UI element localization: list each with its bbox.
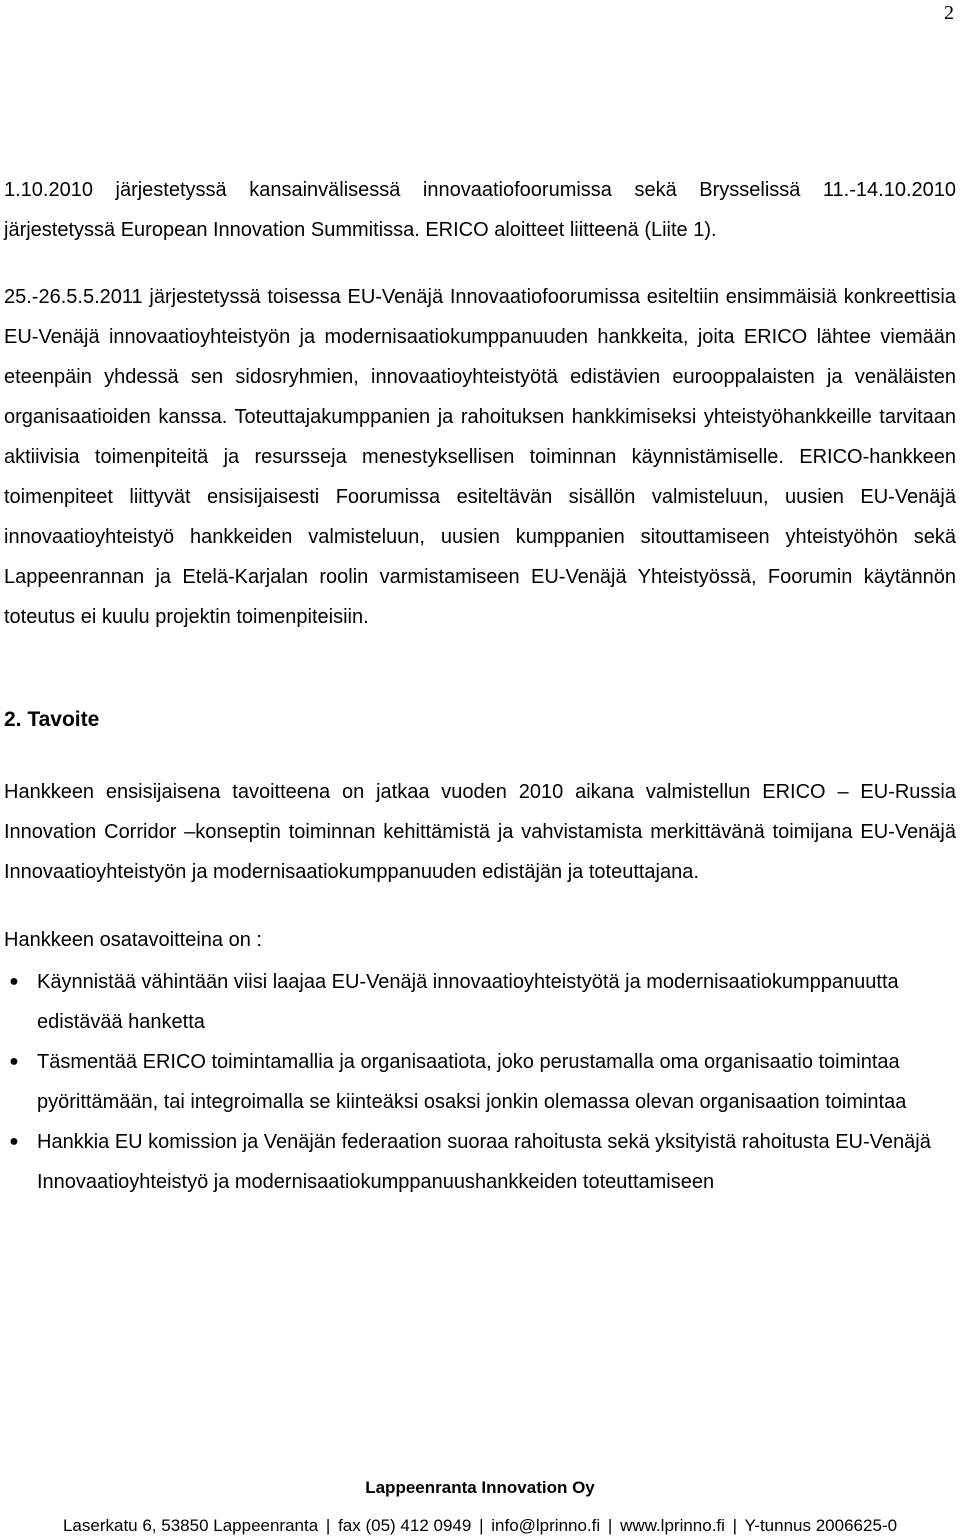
paragraph-subgoals-intro: Hankkeen osatavoitteina on : <box>4 929 262 951</box>
list-item-text: Täsmentää ERICO toimintamallia ja organisaatiota, joko perustamalla oma organisaatio toimintaa pyörittämään, tai integroimalla se kiinteäksi osaksi jonkin olemassa olevan organisaation toimintaa <box>37 1051 907 1113</box>
paragraph-events: 1.10.2010 järjestetyssä kansainvälisessä innovaatiofoorumissa sekä Brysselissä 11.-14.10.2010 järjestetyssä European Innovation Summitissa. ERICO aloitteet liitteenä (Liite 1). <box>4 179 956 241</box>
bullet-icon: ● <box>9 973 19 990</box>
footer-separator: | <box>607 1516 613 1535</box>
list-item <box>4 1122 956 1202</box>
footer-contact-line <box>0 1516 960 1536</box>
subgoals-list <box>4 962 956 1202</box>
footer-separator: | <box>479 1516 484 1535</box>
footer-business-id: Y-tunnus 2006625-0 <box>744 1516 898 1535</box>
paragraph-main-goal: Hankkeen ensisijaisena tavoitteena on jatkaa vuoden 2010 aikana valmistellun ERICO – EU-Russia Innovation Corridor –konseptin toiminnan kehittämistä ja vahvistamista merkittävänä toimijana EU-Venäjä Innovaatioyhteistyön ja modernisaatiokumppanuuden edistäjän ja toteuttajana. <box>4 781 956 883</box>
footer-address: Laserkatu 6, 53850 Lappeenranta <box>62 1516 319 1535</box>
bullet-icon: ● <box>9 1133 19 1150</box>
footer-website[interactable]: www.lprinno.fi <box>620 1516 725 1535</box>
footer-separator: | <box>325 1516 331 1535</box>
footer-fax: fax (05) 412 0949 <box>338 1516 472 1535</box>
list-item-text: Käynnistää vähintään viisi laajaa EU-Venäjä innovaatioyhteistyötä ja modernisaatiokumppanuutta edistävää hanketta <box>37 971 899 1033</box>
list-item <box>4 1042 956 1122</box>
paragraph-forum: 25.-26.5.5.2011 järjestetyssä toisessa EU-Venäjä Innovaatiofoorumissa esiteltiin ensimmäisiä konkreettisia EU-Venäjä innovaatioyhteistyön ja modernisaatiokumppanuuden hankkeita, joita ERICO lähtee viemään eteenpäin yhdessä sen sidosryhmien, innovaatioyhteistyötä edistävien eurooppalaisten ja venäläisten organisaatioiden kanssa. Toteuttajakumppanien ja rahoituksen hankkimiseksi yhteistyöhankkeille tarvitaan aktiivisia toimenpiteitä ja resursseja menestyksellisen toiminnan käynnistämiselle. ERICO-hankkeen toimenpiteet liittyvät ensisijaisesti Foorumissa esiteltävän sisällön valmisteluun, uusien EU-Venäjä innovaatioyhteistyö hankkeiden valmisteluun, uusien kumppanien sitouttamiseen yhteistyöhön sekä Lappeenrannan ja Etelä-Karjalan roolin varmistamiseen EU-Venäjä Yhteistyössä, Foorumin käytännön toteutus ei kuulu projektin toimenpiteisiin. <box>4 286 956 628</box>
document-body <box>4 170 956 1202</box>
footer-separator: | <box>732 1516 738 1535</box>
list-item <box>4 962 956 1042</box>
page-number: 2 <box>944 2 954 24</box>
list-item-text: Hankkia EU komission ja Venäjän federaation suoraa rahoitusta sekä yksityistä rahoitusta EU-Venäjä Innovaatioyhteistyö ja modernisaatiokumppanuushankkeiden toteuttamiseen <box>37 1131 931 1193</box>
footer-email[interactable]: info@lprinno.fi <box>491 1516 601 1535</box>
footer-company-name: Lappeenranta Innovation Oy <box>365 1478 595 1497</box>
section-heading: 2. Tavoite <box>4 708 100 731</box>
bullet-icon: ● <box>9 1053 19 1070</box>
